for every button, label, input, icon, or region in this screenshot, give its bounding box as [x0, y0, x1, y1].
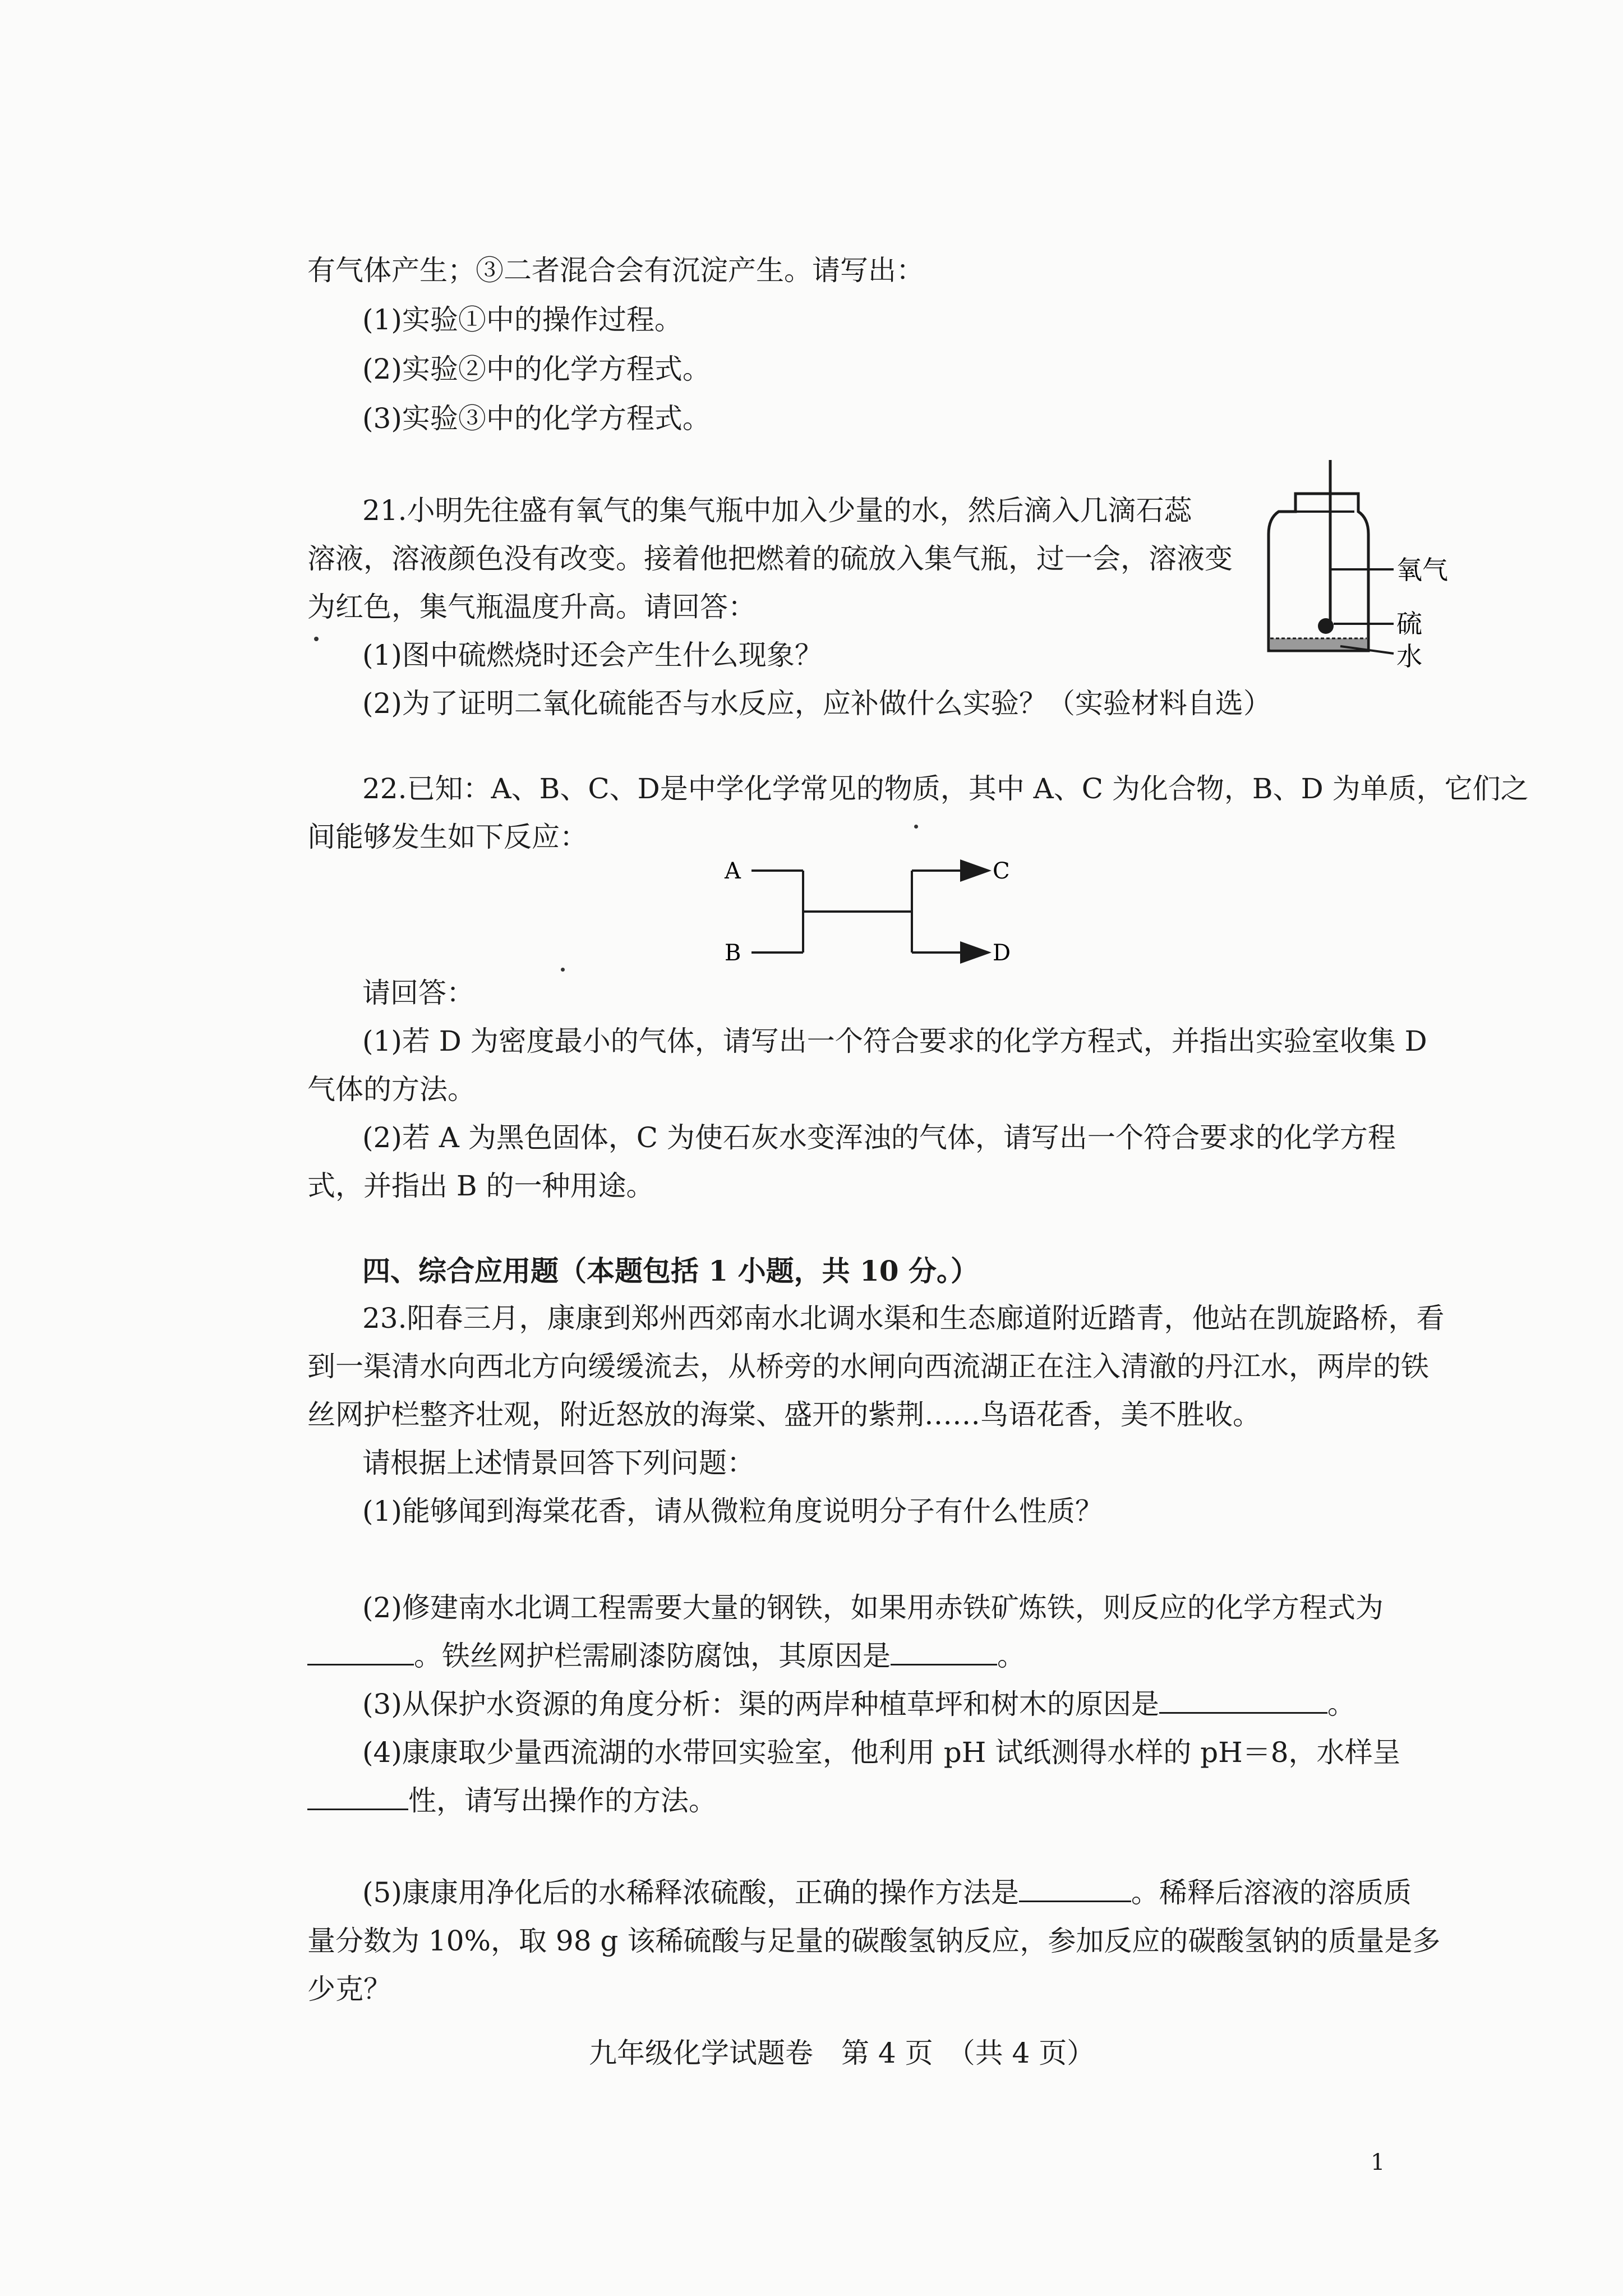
answer-blank-ph-nature[interactable] [307, 1784, 408, 1810]
gas-bottle-figure [1256, 460, 1492, 673]
q20-tail-line: 有气体产生；③二者混合会有沉淀产生。请写出： [307, 254, 924, 287]
q23-line-1: 23.阳春三月，康康到郑州西郊南水北调水渠和生态廊道附近踏青，他站在凯旋路桥，看 [362, 1302, 1445, 1335]
q23-sub-4-a: (4)康康取少量西流湖的水带回实验室，他利用 pH 试纸测得水样的 pH＝8，水样呈 [362, 1736, 1401, 1769]
q23-sub-4-b: 性，请写出操作的方法。 [307, 1784, 717, 1818]
q22-sub-1-b: 气体的方法。 [307, 1073, 476, 1106]
q23-sub-5-a: (5)康康用净化后的水稀释浓硫酸，正确的操作方法是 。稀释后溶液的溶质质 [362, 1876, 1412, 1909]
q22-sub-2-b: 式，并指出 B 的一种用途。 [307, 1170, 654, 1202]
answer-blank-water-protection[interactable] [1159, 1687, 1327, 1714]
q23-line-2: 到一渠清水向西北方向缓缓流去，从桥旁的水闸向西流湖正在注入清澈的丹江水，两岸的铁 [307, 1350, 1429, 1383]
q20-item-2: (2)实验②中的化学方程式。 [362, 353, 711, 385]
diagram-label-b: B [725, 940, 741, 965]
q20-item-3: (3)实验③中的化学方程式。 [362, 402, 711, 435]
q22-sub-1-a: (1)若 D 为密度最小的气体，请写出一个符合要求的化学方程式，并指出实验室收集 D [362, 1025, 1427, 1057]
section-4-heading: 四、综合应用题（本题包括 1 小题，共 10 分。） [362, 1254, 979, 1287]
q21-line-2: 溶液，溶液颜色没有改变。接着他把燃着的硫放入集气瓶，过一会，溶液变 [307, 542, 1233, 575]
scan-speck [914, 825, 918, 829]
q20-item-1: (1)实验①中的操作过程。 [362, 303, 683, 336]
scan-speck [314, 637, 319, 641]
q23-sub-3: (3)从保护水资源的角度分析：渠的两岸种植草坪和树木的原因是 。 [362, 1688, 1355, 1720]
answer-blank-equation[interactable] [307, 1639, 414, 1665]
answer-blank-dilution-method[interactable] [1019, 1876, 1131, 1902]
label-sulfur: 硫 [1396, 609, 1422, 639]
q21-sub-2: (2)为了证明二氧化硫能否与水反应，应补做什么实验？（实验材料自选） [362, 687, 1271, 720]
scan-speck [561, 968, 565, 972]
diagram-label-d: D [993, 940, 1011, 965]
q23-sub-5-b: 量分数为 10%，取 98 g 该稀硫酸与足量的碳酸氢钠反应，参加反应的碳酸氢钠的质量是多 [307, 1925, 1441, 1957]
diagram-label-a: A [725, 858, 741, 884]
q23-sub-5-c: 少克？ [307, 1973, 391, 2005]
q23-sub-2-a: (2)修建南水北调工程需要大量的钢铁，如果用赤铁矿炼铁，则反应的化学方程式为 [362, 1591, 1384, 1624]
sulfur-ball [1318, 618, 1334, 634]
page-footer: 九年级化学试题卷 第 4 页 （共 4 页） [589, 2037, 1095, 2069]
label-oxygen: 氧气 [1396, 555, 1448, 585]
q23-sub-1: (1)能够闻到海棠花香，请从微粒角度说明分子有什么性质？ [362, 1495, 1103, 1527]
q22-prompt: 请回答： [362, 977, 474, 1009]
q21-line-1: 21.小明先往盛有氧气的集气瓶中加入少量的水，然后滴入几滴石蕊 [362, 494, 1192, 527]
reaction-diagram [723, 853, 1038, 965]
q23-prompt: 请根据上述情景回答下列问题： [362, 1447, 755, 1479]
answer-blank-reason[interactable] [891, 1639, 997, 1665]
q23-sub-2-b: 。铁丝网护栏需刷漆防腐蚀，其原因是 。 [307, 1639, 1025, 1673]
q22-sub-2-a: (2)若 A 为黑色固体，C 为使石灰水变浑浊的气体，请写出一个符合要求的化学方程 [362, 1121, 1396, 1154]
label-water: 水 [1396, 641, 1422, 671]
q23-line-3: 丝网护栏整齐壮观，附近怒放的海棠、盛开的紫荆……鸟语花香，美不胜收。 [307, 1398, 1261, 1431]
q22-line-2: 间能够发生如下反应： [307, 821, 588, 853]
q21-sub-1: (1)图中硫燃烧时还会产生什么现象？ [362, 639, 823, 671]
page-number: 1 [1371, 2150, 1385, 2175]
diagram-label-c: C [993, 858, 1010, 884]
q21-line-3: 为红色，集气瓶温度升高。请回答： [307, 591, 756, 623]
q22-line-1: 22.已知：A、B、C、D是中学化学常见的物质，其中 A、C 为化合物，B、D 为单质，它们之 [362, 772, 1529, 805]
